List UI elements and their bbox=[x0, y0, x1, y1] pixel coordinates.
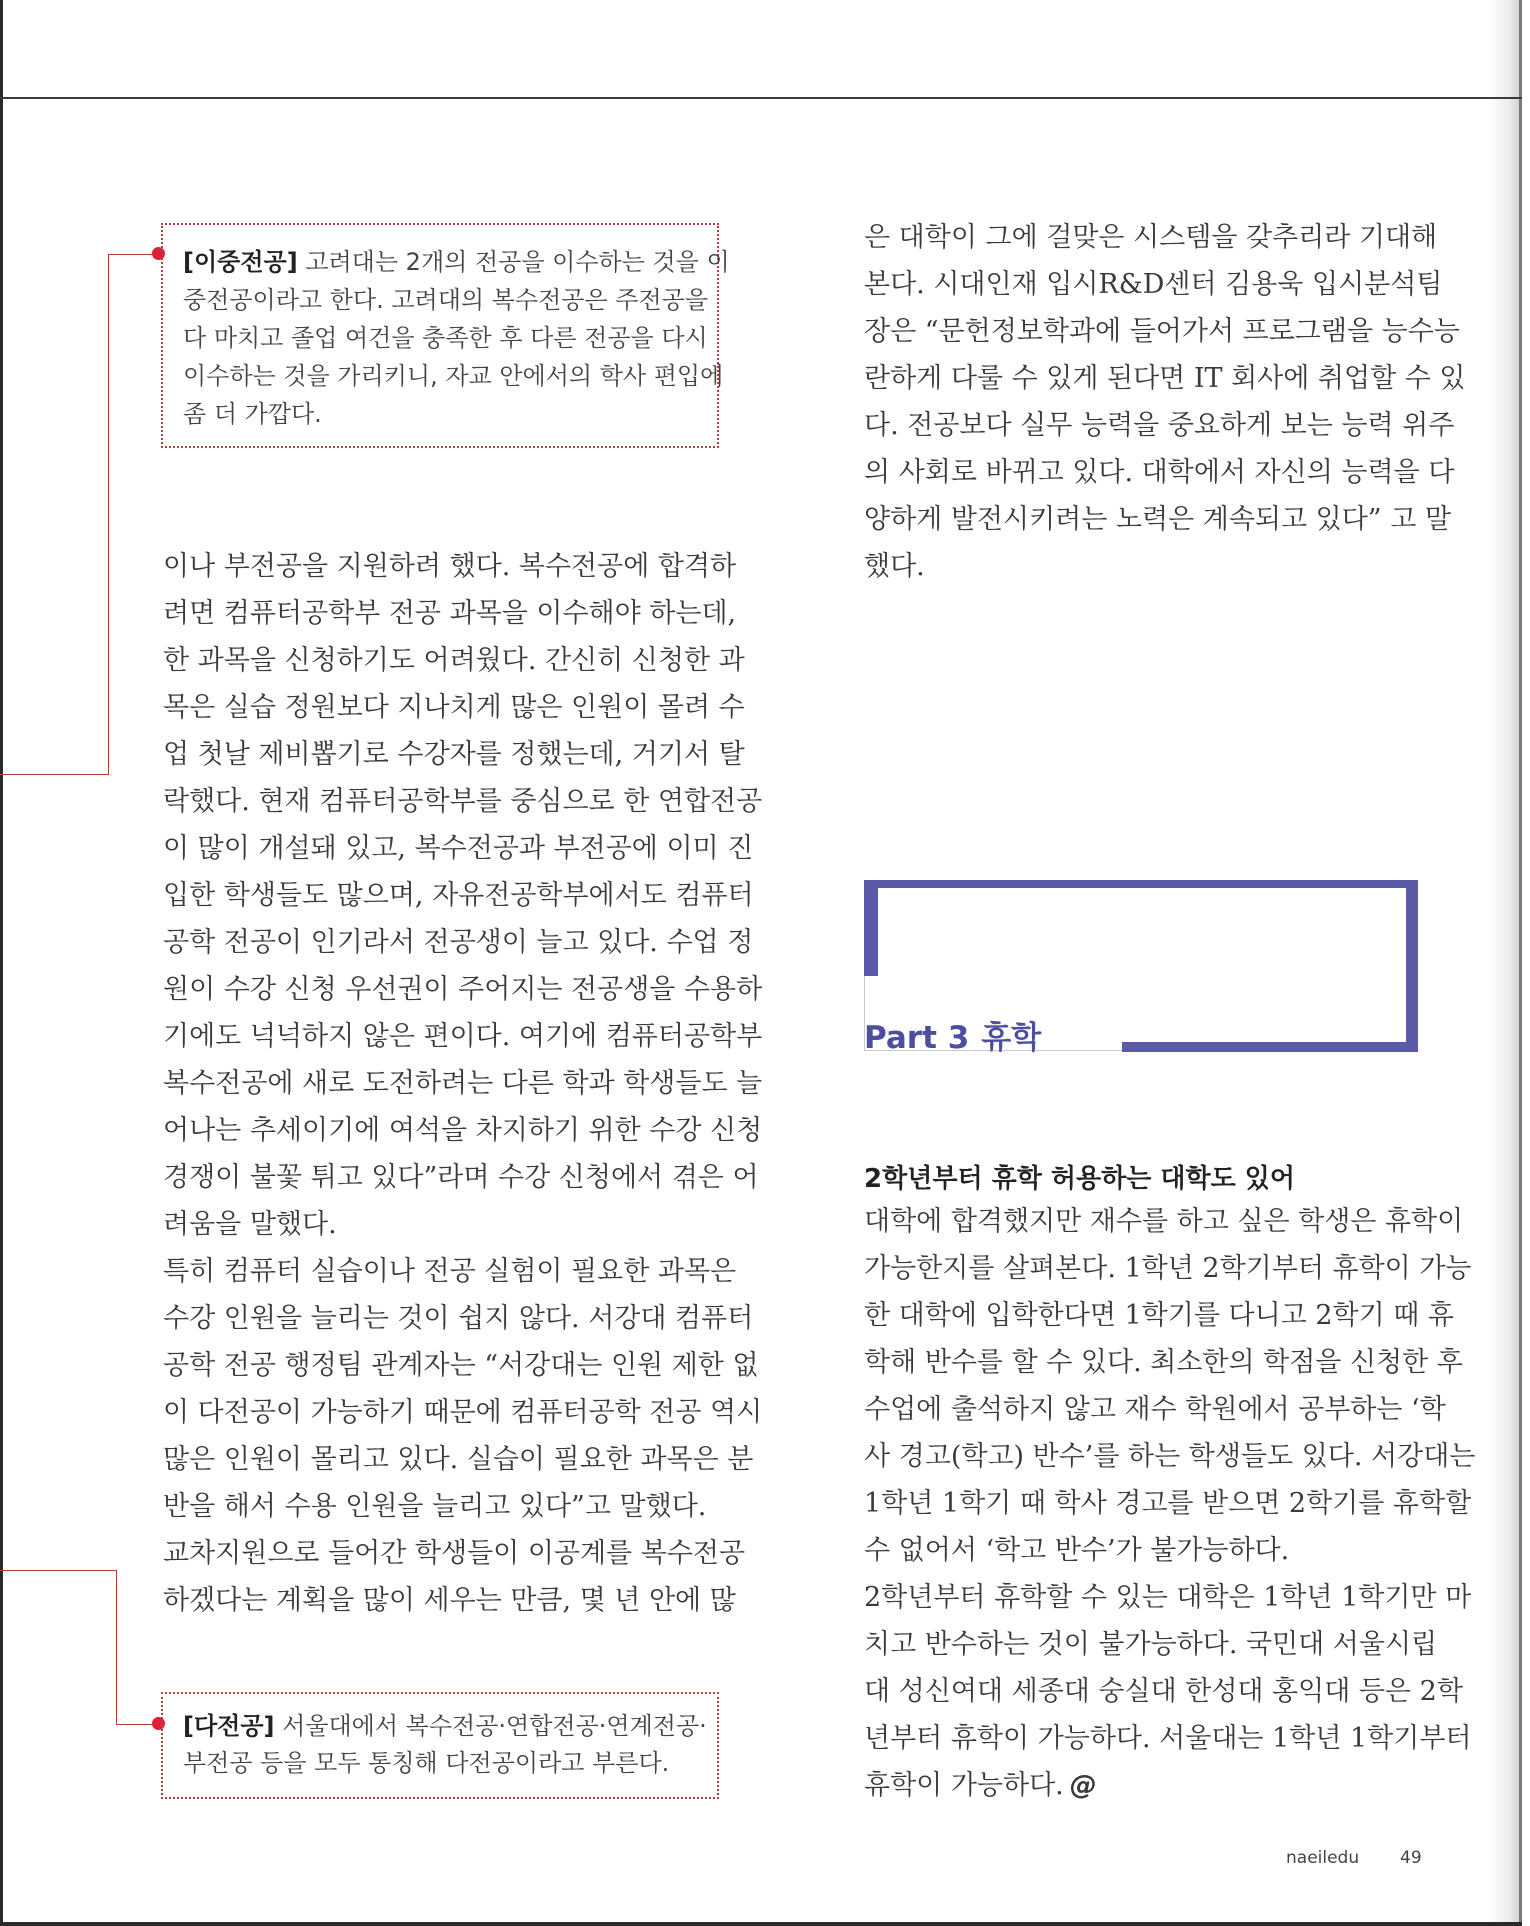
page-frame-right bbox=[1519, 0, 1522, 1926]
body-line: 목은 실습 정원보다 지나치게 많은 인원이 몰려 수 bbox=[163, 692, 745, 723]
section-title bbox=[864, 1012, 1041, 1057]
body-line: 학해 반수를 할 수 있다. 최소한의 학점을 신청한 후 bbox=[864, 1347, 1463, 1378]
note-double-major bbox=[161, 223, 730, 448]
box-border-left bbox=[864, 880, 878, 976]
body-line: 수강 인원을 늘리는 것이 쉽지 않다. 서강대 컴퓨터 bbox=[163, 1303, 754, 1334]
note-line: 서울대에서 복수전공·연합전공·연계전공· bbox=[274, 1712, 707, 1740]
note-leader-line bbox=[116, 1570, 117, 1725]
body-line: 공학 전공이 인기라서 전공생이 늘고 있다. 수업 정 bbox=[163, 927, 754, 958]
body-line: 락했다. 현재 컴퓨터공학부를 중심으로 한 연합전공 bbox=[163, 786, 763, 817]
body-line: 대 성신여대 세종대 숭실대 한성대 홍익대 등은 2학 bbox=[864, 1676, 1463, 1707]
body-line: 수 없어서 ‘학고 반수’가 불가능하다. bbox=[864, 1535, 1290, 1566]
body-line: 이 많이 개설돼 있고, 복수전공과 부전공에 이미 진 bbox=[163, 833, 754, 864]
box-border-bottom bbox=[1122, 1042, 1418, 1052]
body-line: 본다. 시대인재 입시R&D센터 김용욱 입시분석팀 bbox=[864, 269, 1443, 300]
body-line: 2학년부터 휴학할 수 있는 대학은 1학년 1학기만 마 bbox=[864, 1582, 1472, 1613]
body-line: 란하게 다룰 수 있게 된다면 IT 회사에 취업할 수 있 bbox=[864, 363, 1466, 394]
body-line: 사 경고(학고) 반수’를 하는 학생들도 있다. 서강대는 bbox=[864, 1441, 1476, 1472]
body-line: 양하게 발전시키려는 노력은 계속되고 있다” 고 말 bbox=[864, 504, 1451, 535]
body-line: 1학년 1학기 때 학사 경고를 받으면 2학기를 휴학할 bbox=[864, 1488, 1472, 1519]
body-line: 의 사회로 바뀌고 있다. 대학에서 자신의 능력을 다 bbox=[864, 457, 1455, 488]
body-line: 장은 “문헌정보학과에 들어가서 프로그램을 능수능 bbox=[864, 316, 1460, 347]
note-multi-major bbox=[161, 1692, 719, 1799]
body-column-right-bottom bbox=[864, 1198, 1476, 1809]
body-line: 많은 인원이 몰리고 있다. 실습이 필요한 과목은 분 bbox=[163, 1444, 754, 1475]
page-frame-left bbox=[0, 0, 3, 1926]
body-column-right-top bbox=[864, 214, 1466, 590]
note-line: 고려대는 2개의 전공을 이수하는 것을 이 bbox=[297, 248, 730, 276]
page-frame-bottom bbox=[0, 1922, 1522, 1926]
body-line: 대학에 합격했지만 재수를 하고 싶은 학생은 휴학이 bbox=[864, 1206, 1464, 1237]
note-line: 이수하는 것을 가리키니, 자교 안에서의 학사 편입에 bbox=[183, 362, 724, 390]
body-line: 려면 컴퓨터공학부 전공 과목을 이수해야 하는데, bbox=[163, 598, 737, 629]
note-line: 부전공 등을 모두 통칭해 다전공이라고 부른다. bbox=[183, 1749, 670, 1777]
body-line: 휴학이 가능하다. bbox=[864, 1770, 1064, 1801]
section-subheading: 2학년부터 휴학 허용하는 대학도 있어 bbox=[864, 1164, 1296, 1194]
body-line: 이 다전공이 가능하기 때문에 컴퓨터공학 전공 역시 bbox=[163, 1397, 763, 1428]
page-header-rule bbox=[0, 97, 1522, 99]
body-line: 다. 전공보다 실무 능력을 중요하게 보는 능력 위주 bbox=[864, 410, 1455, 441]
body-line: 이나 부전공을 지원하려 했다. 복수전공에 합격하 bbox=[163, 551, 737, 582]
body-line: 업 첫날 제비뽑기로 수강자를 정했는데, 거기서 탈 bbox=[163, 739, 745, 770]
section-header-box bbox=[864, 880, 1418, 1056]
section-part-number: Part 3 bbox=[864, 1020, 970, 1056]
note-line: 다 마치고 졸업 여건을 충족한 후 다른 전공을 다시 bbox=[183, 324, 708, 352]
note-leader-line bbox=[108, 254, 109, 775]
section-part-title: 휴학 bbox=[981, 1020, 1042, 1056]
note-leader-line bbox=[0, 1570, 116, 1571]
body-line: 원이 수강 신청 우선권이 주어지는 전공생을 수용하 bbox=[163, 974, 763, 1005]
body-line: 복수전공에 새로 도전하려는 다른 학과 학생들도 늘 bbox=[163, 1068, 763, 1099]
body-line: 가능한지를 살펴본다. 1학년 2학기부터 휴학이 가능 bbox=[864, 1253, 1472, 1284]
note-leader-line bbox=[108, 254, 158, 255]
body-line: 교차지원으로 들어간 학생들이 이공계를 복수전공 bbox=[163, 1538, 746, 1569]
body-line: 반을 해서 수용 인원을 늘리고 있다”고 말했다. bbox=[163, 1491, 707, 1522]
body-line: 기에도 넉넉하지 않은 편이다. 여기에 컴퓨터공학부 bbox=[163, 1021, 763, 1052]
body-line: 은 대학이 그에 걸맞은 시스템을 갖추리라 기대해 bbox=[864, 222, 1438, 253]
note-term: [다전공] bbox=[183, 1712, 275, 1740]
box-border-right bbox=[1406, 880, 1418, 1052]
footer-brand: naeiledu bbox=[1286, 1848, 1360, 1868]
body-line: 어나는 추세이기에 여석을 차지하기 위한 수강 신청 bbox=[163, 1115, 763, 1146]
body-line: 수업에 출석하지 않고 재수 학원에서 공부하는 ‘학 bbox=[864, 1394, 1446, 1425]
body-line: 했다. bbox=[864, 551, 925, 582]
note-line: 중전공이라고 한다. 고려대의 복수전공은 주전공을 bbox=[183, 286, 709, 314]
body-line: 치고 반수하는 것이 불가능하다. 국민대 서울시립 bbox=[864, 1629, 1438, 1660]
body-line: 한 과목을 신청하기도 어려웠다. 간신히 신청한 과 bbox=[163, 645, 745, 676]
note-term: [이중전공] bbox=[183, 248, 298, 276]
end-mark-icon: @ bbox=[1069, 1770, 1097, 1801]
body-line: 공학 전공 행정팀 관계자는 “서강대는 인원 제한 없 bbox=[163, 1350, 759, 1381]
page-curl-shadow bbox=[1488, 0, 1522, 1926]
body-line: 특히 컴퓨터 실습이나 전공 실험이 필요한 과목은 bbox=[163, 1256, 737, 1287]
note-line: 좀 더 가깝다. bbox=[183, 400, 322, 428]
body-line: 경쟁이 불꽃 튀고 있다”라며 수강 신청에서 겪은 어 bbox=[163, 1162, 759, 1193]
body-line: 입한 학생들도 많으며, 자유전공학부에서도 컴퓨터 bbox=[163, 880, 754, 911]
body-line: 하겠다는 계획을 많이 세우는 만큼, 몇 년 안에 많 bbox=[163, 1585, 736, 1616]
body-line: 년부터 휴학이 가능하다. 서울대는 1학년 1학기부터 bbox=[864, 1723, 1472, 1754]
body-column-left bbox=[163, 543, 763, 1624]
page-number: 49 bbox=[1400, 1848, 1422, 1868]
box-border-top bbox=[864, 880, 1418, 888]
body-line: 한 대학에 입학한다면 1학기를 다니고 2학기 때 휴 bbox=[864, 1300, 1454, 1331]
note-leader-line bbox=[0, 774, 109, 775]
body-line: 려움을 말했다. bbox=[163, 1209, 337, 1240]
